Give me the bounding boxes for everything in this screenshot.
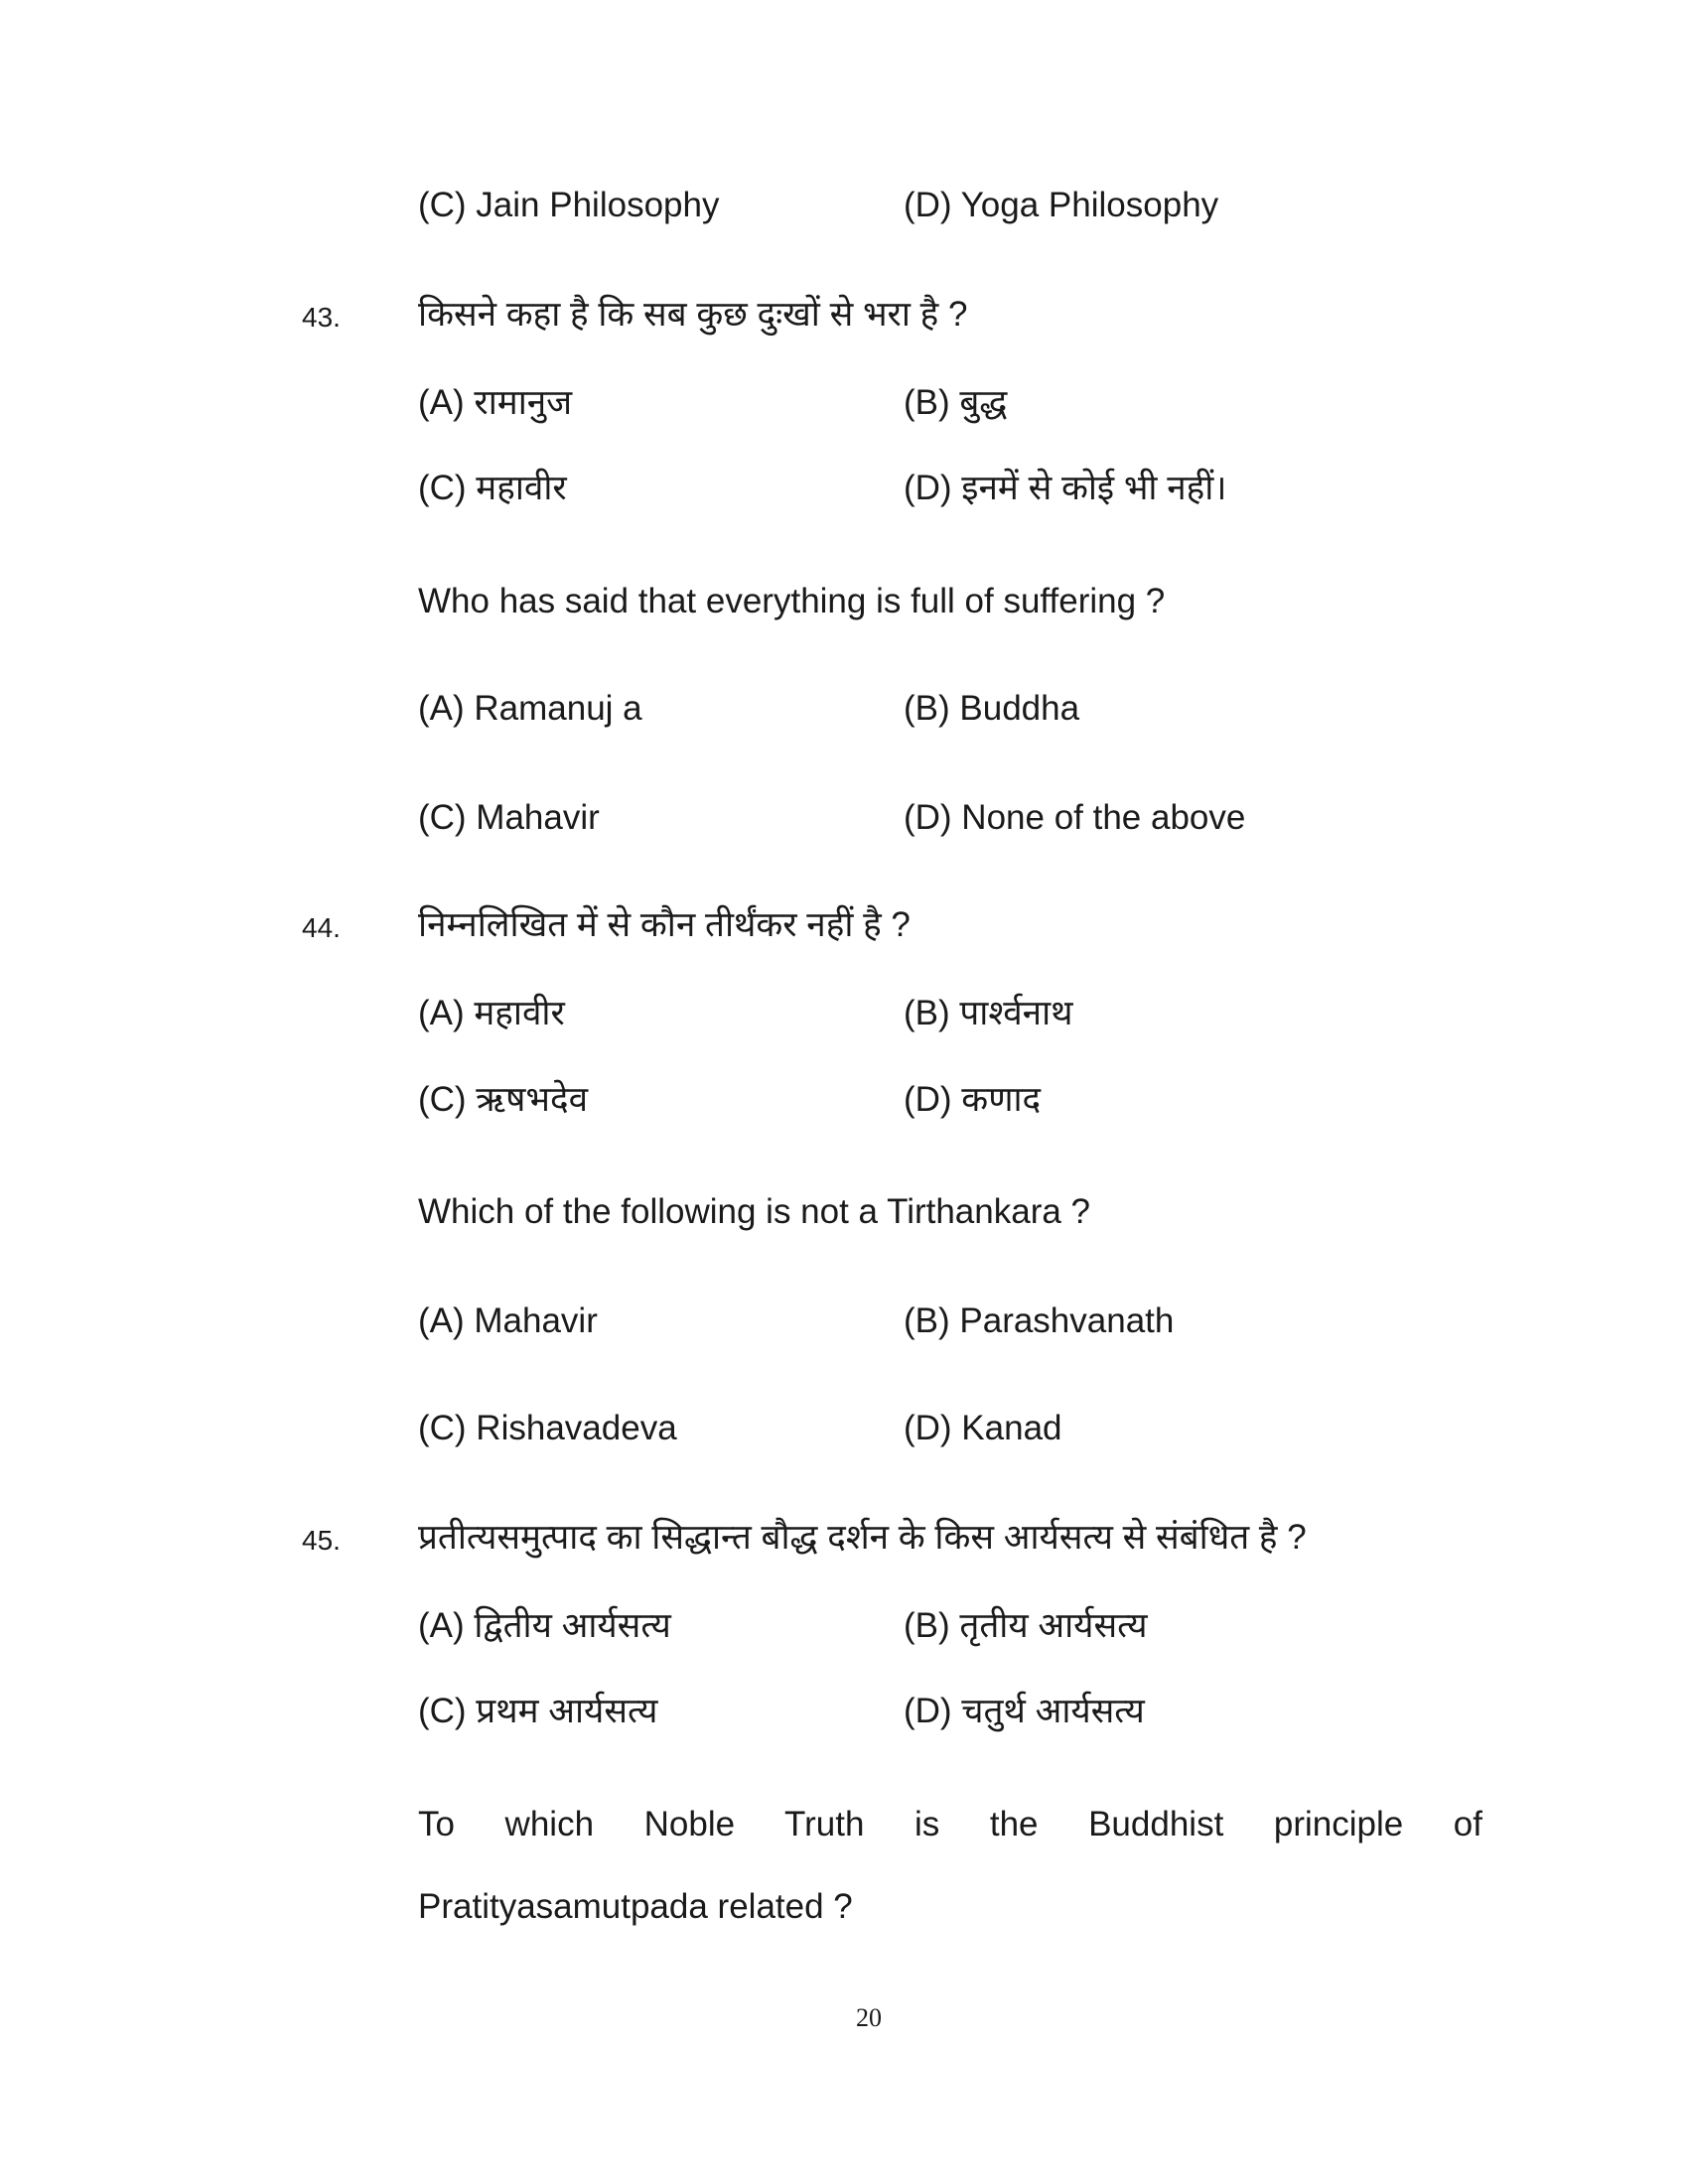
q43-english-option-a: (A) Ramanuj a (418, 689, 642, 728)
q45-english-question-line2: Pratityasamutpada related ? (418, 1887, 853, 1926)
q43-english-option-b: (B) Buddha (904, 689, 1080, 728)
q44-english-option-b: (B) Parashvanath (904, 1301, 1175, 1340)
q44-hindi-option-a: (A) महावीर (418, 994, 565, 1032)
q44-english-option-a: (A) Mahavir (418, 1301, 598, 1340)
q44-hindi-question: निम्नलिखित में से कौन तीर्थंकर नहीं है ? (418, 905, 911, 944)
q44-hindi-option-c: (C) ऋषभदेव (418, 1080, 589, 1119)
q43-hindi-option-d: (D) इनमें से कोई भी नहीं। (904, 469, 1227, 507)
q44-english-question: Which of the following is not a Tirthankara ? (418, 1192, 1091, 1231)
q45-hindi-question: प्रतीत्यसमुत्पाद का सिद्धान्त बौद्ध दर्शन के किस आर्यसत्य से संबंधित है ? (418, 1518, 1307, 1557)
q43-hindi-option-a: (A) रामानुज (418, 383, 573, 422)
q45-hindi-option-a: (A) द्वितीय आर्यसत्य (418, 1606, 671, 1645)
q42-option-c: (C) Jain Philosophy (418, 186, 720, 224)
q44-hindi-option-b: (B) पार्श्वनाथ (904, 994, 1073, 1032)
q45-hindi-option-c: (C) प्रथम आर्यसत्य (418, 1692, 658, 1730)
q43-hindi-question: किसने कहा है कि सब कुछ दुःखों से भरा है ? (418, 295, 968, 334)
q44-number: 44. (302, 912, 341, 943)
q45-hindi-option-d: (D) चतुर्थ आर्यसत्य (904, 1692, 1145, 1730)
q43-english-option-c: (C) Mahavir (418, 798, 600, 837)
q43-hindi-option-b: (B) बुद्ध (904, 383, 1008, 422)
q43-number: 43. (302, 302, 341, 333)
q44-english-option-d: (D) Kanad (904, 1409, 1062, 1447)
q45-english-question-line1: To which Noble Truth is the Buddhist principle of (418, 1805, 1482, 1843)
q43-english-question: Who has said that everything is full of suffering ? (418, 582, 1166, 620)
q44-english-option-c: (C) Rishavadeva (418, 1409, 677, 1447)
q44-hindi-option-d: (D) कणाद (904, 1080, 1042, 1119)
q42-option-d: (D) Yoga Philosophy (904, 186, 1219, 224)
q45-number: 45. (302, 1525, 341, 1556)
q45-hindi-option-b: (B) तृतीय आर्यसत्य (904, 1606, 1148, 1645)
page-number: 20 (856, 2003, 882, 2032)
q43-hindi-option-c: (C) महावीर (418, 469, 567, 507)
q43-english-option-d: (D) None of the above (904, 798, 1246, 837)
